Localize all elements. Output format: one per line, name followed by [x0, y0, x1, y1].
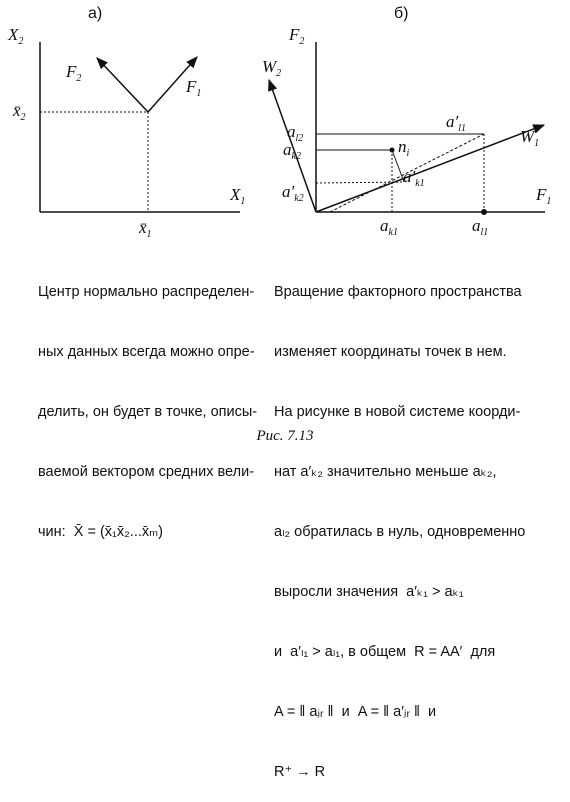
right-w2-label: $W_2$ — [262, 57, 282, 79]
left-f1-label: $F_1$ — [186, 77, 202, 99]
right-caption-line: Вращение факторного пространства — [274, 284, 522, 300]
right-caption-line: R⁺ → R — [274, 764, 326, 780]
left-f2-vector — [97, 58, 148, 112]
right-ak1-label: $a_{k1}$ — [380, 216, 398, 238]
left-panel-tag: а) — [88, 5, 103, 22]
left-caption-line: делить, он будет в точке, описы- — [38, 404, 258, 420]
right-al1-label: $a_{l1}$ — [472, 216, 489, 238]
right-caption — [274, 242, 525, 802]
left-x2bar-label: $x̄_2$ — [13, 101, 26, 123]
left-caption-line: Центр нормально распределен- — [38, 284, 255, 300]
right-point-ni — [390, 148, 395, 153]
right-ni-label: $n_i$ — [398, 137, 410, 159]
right-al1-prime-label: $a'_{l1}$ — [446, 112, 466, 134]
right-caption-line: выросли значения a′ₖ₁ > aₖ₁ — [274, 584, 464, 600]
right-caption-line: A = ‖ aⱼᵣ ‖ и A = ‖ a′ⱼᵣ ‖ и — [274, 704, 437, 720]
left-x2-label: $X_2$ — [8, 25, 24, 47]
left-caption-line: чин: X̄ = (x̄₁x̄₂...x̄ₘ) — [38, 524, 163, 540]
right-w1-axis — [316, 125, 544, 212]
right-w1-label: $W_1$ — [520, 127, 540, 149]
right-caption-line: На рисунке в новой системе коорди- — [274, 404, 521, 420]
right-f1-label: $F_1$ — [536, 185, 552, 207]
right-ak2-prime-label: $a'_{k2}$ — [282, 182, 304, 204]
figure-caption: Рис. 7.13 — [256, 428, 314, 444]
right-ak1-prime-label: $a'_{k1}$ — [403, 167, 425, 189]
right-ak2-label: $a_{k2}$ — [283, 140, 301, 162]
right-f2-label: $F_2$ — [289, 25, 305, 47]
right-al2-label: $a_{l2}$ — [287, 122, 304, 144]
left-caption-line: ваемой вектором средних вели- — [38, 464, 255, 480]
left-f2-label: $F_2$ — [66, 62, 82, 84]
left-x1bar-label: $x̄_1$ — [139, 218, 152, 240]
right-point-al1 — [481, 209, 487, 215]
right-caption-line: нат a′ₖ₂ значительно меньше aₖ₂, — [274, 464, 497, 480]
right-panel-tag: б) — [394, 5, 409, 22]
right-caption-line: и a′ₗ₁ > aₗ₁, в общем R = AA′ для — [274, 644, 496, 660]
left-x1-label: $X_1$ — [230, 185, 246, 207]
left-caption — [38, 242, 257, 562]
right-caption-line: изменяет координаты точек в нем. — [274, 344, 507, 360]
left-caption-line: ных данных всегда можно опре- — [38, 344, 255, 360]
right-caption-line: aₗ₂ обратилась в нуль, одновременно — [274, 524, 526, 540]
